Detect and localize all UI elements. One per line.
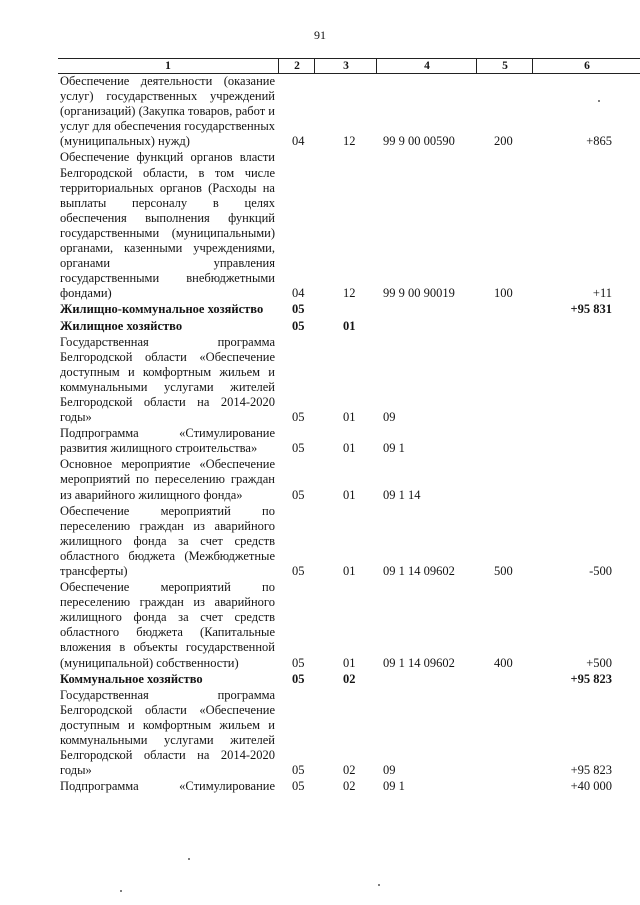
row-section: 05 [292,410,305,425]
row-section: 05 [292,302,305,317]
row-subsection: 01 [343,441,356,456]
row-expense-type: 400 [494,655,513,670]
row-section: 04 [292,286,305,301]
table-row [0,779,640,794]
row-target-code: 09 1 [383,779,405,794]
row-description: Государственная программа Белгородской области «Обеспечение доступным и комфортным жильем и коммунальными услугами жителей Белгородской области на 2014-2020 годы» [60,334,275,425]
row-expense-type: 200 [494,134,513,149]
row-amount: +40 000 [570,779,612,794]
row-section: 05 [292,671,305,686]
scan-speck [598,100,600,102]
row-amount: +95 823 [570,763,612,778]
row-section: 05 [292,441,305,456]
row-target-code: 09 1 14 09602 [383,655,455,670]
header-col-6: 6 [532,59,640,73]
row-subsection: 12 [343,134,356,149]
row-amount: +11 [592,286,612,301]
row-description: Коммунальное хозяйство [60,671,203,686]
row-subsection: 01 [343,318,356,333]
row-amount: +500 [586,655,612,670]
table-row [0,504,640,579]
row-section: 05 [292,763,305,778]
row-section: 05 [292,564,305,578]
row-subsection: 01 [343,410,356,425]
row-target-code: 99 9 00 00590 [383,134,455,149]
row-description: Обеспечение мероприятий по переселению граждан из аварийного жилищного фонда за счет средств областного бюджета (Капитальные вложения в объекты государственной (муниципальной) собственности) [60,580,275,670]
row-subsection: 01 [343,564,356,578]
row-section: 05 [292,779,305,794]
table-row [0,457,640,502]
row-target-code: 99 9 00 90019 [383,286,455,301]
row-description: Подпрограмма «Стимулирование развития жилищного строительства» [60,426,275,456]
table-row [0,672,640,687]
row-target-code: 09 [383,763,396,778]
table-row [0,580,640,671]
row-target-code: 09 1 14 09602 [383,564,455,578]
page-number: 91 [314,28,326,42]
header-col-2: 2 [278,59,315,73]
row-expense-type: 500 [494,564,513,578]
row-description: Обеспечение функций органов власти Белгородской области, в том числе территориальных органов (Расходы на выплаты персоналу в целях обеспечения выполнения функций государственными (муниципальными) органами, казенными учреждениями, органами управления государственными внебюджетными фондами) [60,150,275,301]
row-target-code: 09 1 [383,441,405,456]
row-subsection: 01 [343,487,356,502]
table-row [0,335,640,426]
table-row [0,688,640,779]
row-subsection: 12 [343,286,356,301]
row-target-code: 09 [383,410,396,425]
row-description: Жилищное хозяйство [60,318,183,333]
header-col-3: 3 [314,59,377,73]
table-header [58,58,640,74]
header-col-5: 5 [476,59,533,73]
scan-speck [188,858,190,860]
row-expense-type: 100 [494,286,513,301]
row-section: 05 [292,487,305,502]
row-subsection: 02 [343,671,356,686]
row-amount: +865 [586,134,612,149]
table-body [0,74,640,795]
header-col-1: 1 [165,60,171,72]
row-amount: -500 [589,564,612,578]
row-target-code: 09 1 14 [383,487,421,502]
row-amount: +95 823 [570,671,612,686]
table-row [0,319,640,334]
table-row [0,302,640,317]
table-row [0,150,640,301]
row-description: Государственная программа Белгородской области «Обеспечение доступным и комфортным жильем и коммунальными услугами жителей Белгородской области на 2014-2020 годы» [60,687,275,778]
row-description: Основное мероприятие «Обеспечение мероприятий по переселению граждан из аварийного жилищного фонда» [60,457,275,502]
table-row [0,74,640,149]
row-description: Жилищно-коммунальное хозяйство [60,302,264,317]
row-description: Обеспечение деятельности (оказание услуг) государственных учреждений (организаций) (Закупка товаров, работ и услуг для обеспечения государственных (муниципальных) нужд) [60,74,275,149]
row-subsection: 02 [343,779,356,794]
row-amount: +95 831 [570,302,612,317]
scan-speck [378,884,380,886]
table-row [0,426,640,456]
row-subsection: 01 [343,655,356,670]
row-section: 05 [292,655,305,670]
scan-speck [120,890,122,892]
row-section: 05 [292,318,305,333]
row-description: Подпрограмма «Стимулирование [60,779,275,794]
row-subsection: 02 [343,763,356,778]
row-section: 04 [292,134,305,149]
header-col-4: 4 [376,59,477,73]
row-description: Обеспечение мероприятий по переселению граждан из аварийного жилищного фонда за счет средств областного бюджета (Межбюджетные трансферты) [60,503,275,578]
